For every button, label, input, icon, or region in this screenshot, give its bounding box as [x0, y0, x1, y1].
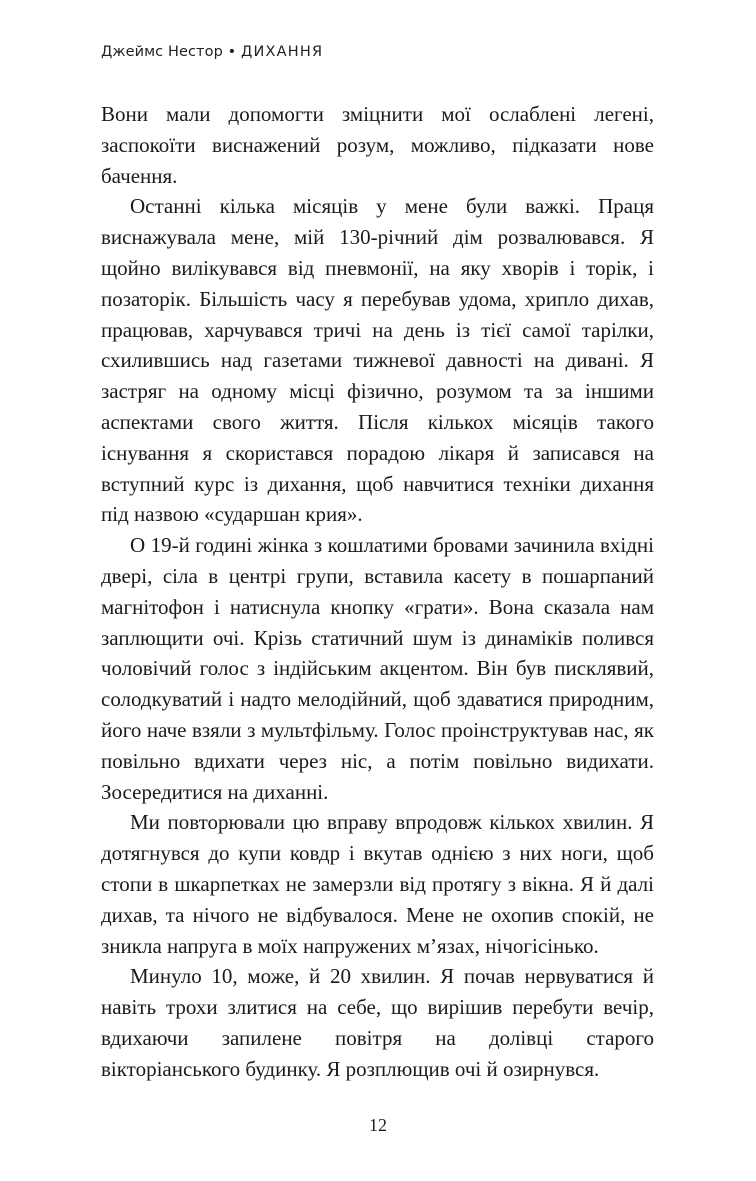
body-text: [101, 99, 654, 1085]
header-book-title: ДИХАННЯ: [240, 44, 324, 60]
header-separator: •: [227, 44, 237, 60]
paragraph: Останні кілька місяців у мене були важкі. Праця виснажувала мене, мій 130-річний дім розвалювався. Я щойно вилікувався від пневмонії, на яку хворів і торік, і позаторік. Більшість часу я перебував удома, хрипло дихав, працював, харчувався тричі на день із тієї самої тарілки, схилившись над газетами тижневої давності на дивані. Я застряг на одному місці фізично, розумом та за іншими аспектами свого життя. Після кількох місяців такого існування я скористався порадою лікаря й записався на вступний курс із дихання, щоб навчитися техніки дихання під назвою «сударшан крия».: [101, 194, 654, 527]
page-number: 12: [369, 1115, 387, 1135]
paragraph: Минуло 10, може, й 20 хвилин. Я почав нервуватися й навіть трохи злитися на себе, що вирішив перебути вечір, вдихаючи запилене повітря на долівці старого вікторіанського будинку. Я розплющив очі й озирнувся.: [101, 964, 654, 1081]
paragraph: Ми повторювали цю вправу впродовж кількох хвилин. Я дотягнувся до купи ковдр і вкутав однією з них ноги, щоб стопи в шкарпетках не замерзли від протягу з вікна. Я й далі дихав, та нічого не відбувалося. Мене не охопив спокій, не зникла напруга в моїх напружених м’язах, нічогісінько.: [101, 810, 654, 958]
header-author: Джеймс Нестор: [101, 44, 223, 60]
paragraph: Вони мали допомогти зміцнити мої ослаблені легені, заспокоїти виснажений розум, можливо, підказати нове бачення.: [101, 102, 654, 188]
running-header: [101, 44, 323, 60]
paragraph: О 19-й годині жінка з кошлатими бровами зачинила вхідні двері, сіла в центрі групи, вставила касету в пошарпаний магнітофон і натиснула кнопку «грати». Вона сказала нам заплющити очі. Крізь статичний шум із динаміків полився чоловічий голос з індійським акцентом. Він був писклявий, солодкуватий і надто мелодійний, щоб здаватися природним, його наче взяли з мультфільму. Голос проінструктував нас, як повільно вдихати через ніс, а потім повільно видихати. Зосередитися на диханні.: [101, 533, 654, 804]
